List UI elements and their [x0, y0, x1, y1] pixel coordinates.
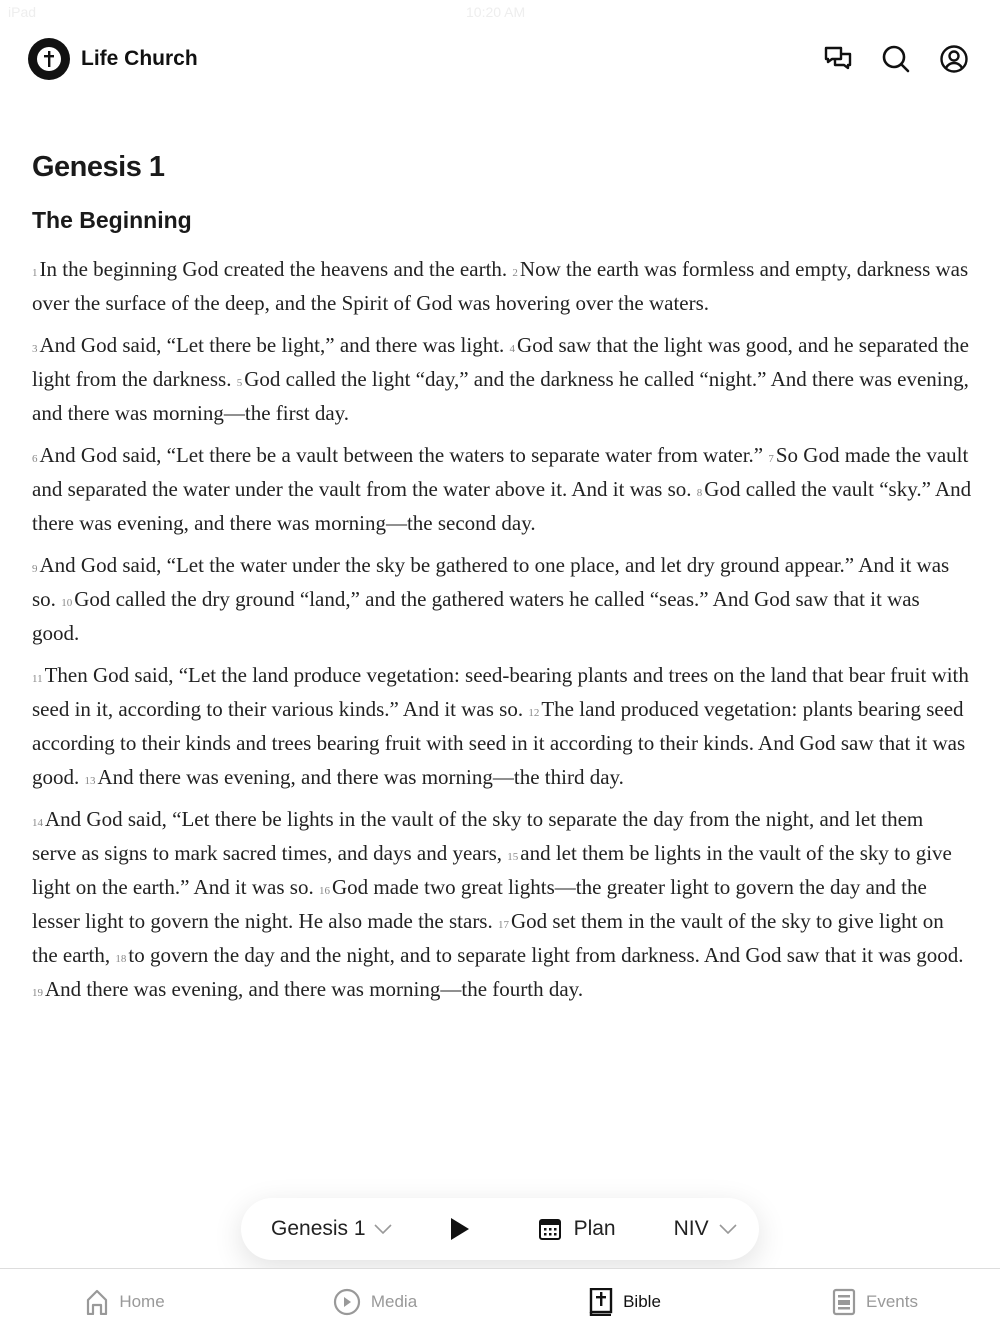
verse-text[interactable]: And God said, “Let there be lights in the vault of the sky to separate the day from the night, and let them serve as signs to mark sacred times, and days and years,	[32, 807, 924, 865]
events-icon	[832, 1288, 856, 1316]
verse-paragraph	[32, 658, 972, 794]
verse-text[interactable]: God made two great lights—the greater light to govern the day and the lesser light to govern the night. He also made the stars.	[32, 875, 927, 933]
time-label: 10:20 AM	[466, 4, 526, 20]
plan-button[interactable]	[538, 1217, 616, 1241]
verse-number: 7	[768, 453, 774, 465]
verse-text[interactable]: God called the light “day,” and the darkness he called “night.” And there was evening, and there was morning—the first day.	[32, 367, 969, 425]
verse-text[interactable]: And God said, “Let the water under the sky be gathered to one place, and let dry ground appear.” And it was so.	[32, 553, 950, 611]
tab-label: Bible	[623, 1292, 661, 1311]
tab-events[interactable]	[750, 1269, 1000, 1335]
verse-number: 16	[318, 885, 330, 897]
verse-text[interactable]: God set them in the vault of the sky to give light on the earth,	[32, 909, 944, 967]
profile-icon[interactable]	[936, 41, 972, 77]
tab-label: Media	[370, 1292, 418, 1311]
verse-number: 10	[61, 597, 73, 609]
play-circle-icon	[333, 1288, 361, 1316]
verse-text[interactable]: And God said, “Let there be light,” and there was light.	[39, 333, 505, 357]
tab-home[interactable]	[0, 1269, 250, 1335]
search-icon[interactable]	[878, 41, 914, 77]
verse-text[interactable]: Now the earth was formless and empty, darkness was over the surface of the deep, and the Spirit of God was hovering over the waters.	[32, 257, 969, 315]
play-icon	[450, 1217, 470, 1241]
verse-number: 2	[512, 267, 518, 279]
bottom-tab-bar	[0, 1268, 1000, 1335]
verse-text[interactable]: God called the dry ground “land,” and the gathered waters he called “seas.” And God saw that it was good.	[32, 587, 920, 645]
verse-number: 13	[84, 775, 96, 787]
verse-number: 9	[32, 563, 38, 575]
verse-text[interactable]: The land produced vegetation: plants bearing seed according to their kinds and trees bearing fruit with seed in it according to their kinds. And God saw that it was good.	[32, 697, 966, 789]
tab-label: Events	[866, 1292, 918, 1311]
chapter-selector[interactable]	[271, 1217, 392, 1241]
verse-text[interactable]: And there was evening, and there was morning—the fourth day.	[45, 977, 584, 1001]
status-bar	[0, 4, 1000, 24]
verse-number: 14	[32, 817, 43, 829]
verse-text[interactable]: Then God said, “Let the land produce vegetation: seed-bearing plants and trees on the land that bear fruit with seed in it, according to their various kinds.” And it was so.	[32, 663, 969, 721]
chevron-down-icon	[374, 1224, 392, 1234]
verse-text[interactable]: So God made the vault and separated the water under the vault from the water above it. And it was so.	[32, 443, 969, 501]
verse-paragraph	[32, 438, 972, 540]
version-label: NIV	[673, 1217, 709, 1240]
verse-paragraph	[32, 802, 972, 1006]
chapter-title: Genesis 1	[32, 151, 165, 183]
verse-text[interactable]: God saw that the light was good, and he separated the light from the darkness.	[32, 333, 969, 391]
verse-text[interactable]: And there was evening, and there was morning—the third day.	[97, 765, 624, 789]
tab-bible[interactable]	[500, 1269, 750, 1335]
chapter-selector-label: Genesis 1	[271, 1217, 366, 1240]
bible-icon	[589, 1288, 613, 1316]
verse-number: 17	[497, 919, 509, 931]
calendar-icon	[538, 1217, 562, 1241]
section-heading: The Beginning	[32, 207, 192, 233]
church-logo-icon[interactable]	[28, 38, 70, 80]
verse-text[interactable]: In the beginning God created the heavens and the earth.	[39, 257, 508, 281]
verse-paragraph	[32, 252, 972, 320]
verse-paragraph	[32, 548, 972, 650]
verse-number: 1	[32, 267, 38, 279]
version-selector[interactable]	[674, 1217, 737, 1241]
play-audio-button[interactable]	[450, 1217, 470, 1241]
verse-paragraph	[32, 328, 972, 430]
verse-number: 3	[32, 343, 38, 355]
app-header	[28, 36, 972, 82]
tab-media[interactable]	[250, 1269, 500, 1335]
verse-paragraphs	[32, 252, 972, 1006]
verse-number: 12	[528, 707, 540, 719]
plan-label: Plan	[573, 1217, 616, 1240]
tab-label: Home	[119, 1292, 165, 1311]
verse-number: 11	[32, 673, 43, 685]
verse-number: 19	[32, 987, 43, 999]
verse-text[interactable]: to govern the day and the night, and to separate light from darkness. And God saw that it was good.	[128, 943, 964, 967]
verse-number: 8	[696, 487, 703, 499]
verse-number: 4	[509, 343, 516, 355]
chevron-down-icon	[719, 1224, 737, 1234]
device-label: iPad	[8, 4, 37, 20]
verse-text[interactable]: and let them be lights in the vault of the sky to give light on the earth.” And it was so.	[32, 841, 952, 899]
home-icon	[85, 1289, 109, 1315]
verse-number: 15	[507, 851, 519, 863]
reader-toolbar	[241, 1198, 759, 1260]
verse-number: 6	[32, 453, 38, 465]
brand-name[interactable]: Life Church	[81, 47, 198, 70]
chat-icon[interactable]	[820, 41, 856, 77]
chapter-content	[32, 150, 972, 1014]
verse-text[interactable]: And God said, “Let there be a vault between the waters to separate water from water.”	[39, 443, 764, 467]
verse-number: 5	[236, 377, 243, 389]
verse-text[interactable]: God called the vault “sky.” And there was evening, and there was morning—the second day.	[32, 477, 972, 535]
verse-number: 18	[115, 953, 127, 965]
